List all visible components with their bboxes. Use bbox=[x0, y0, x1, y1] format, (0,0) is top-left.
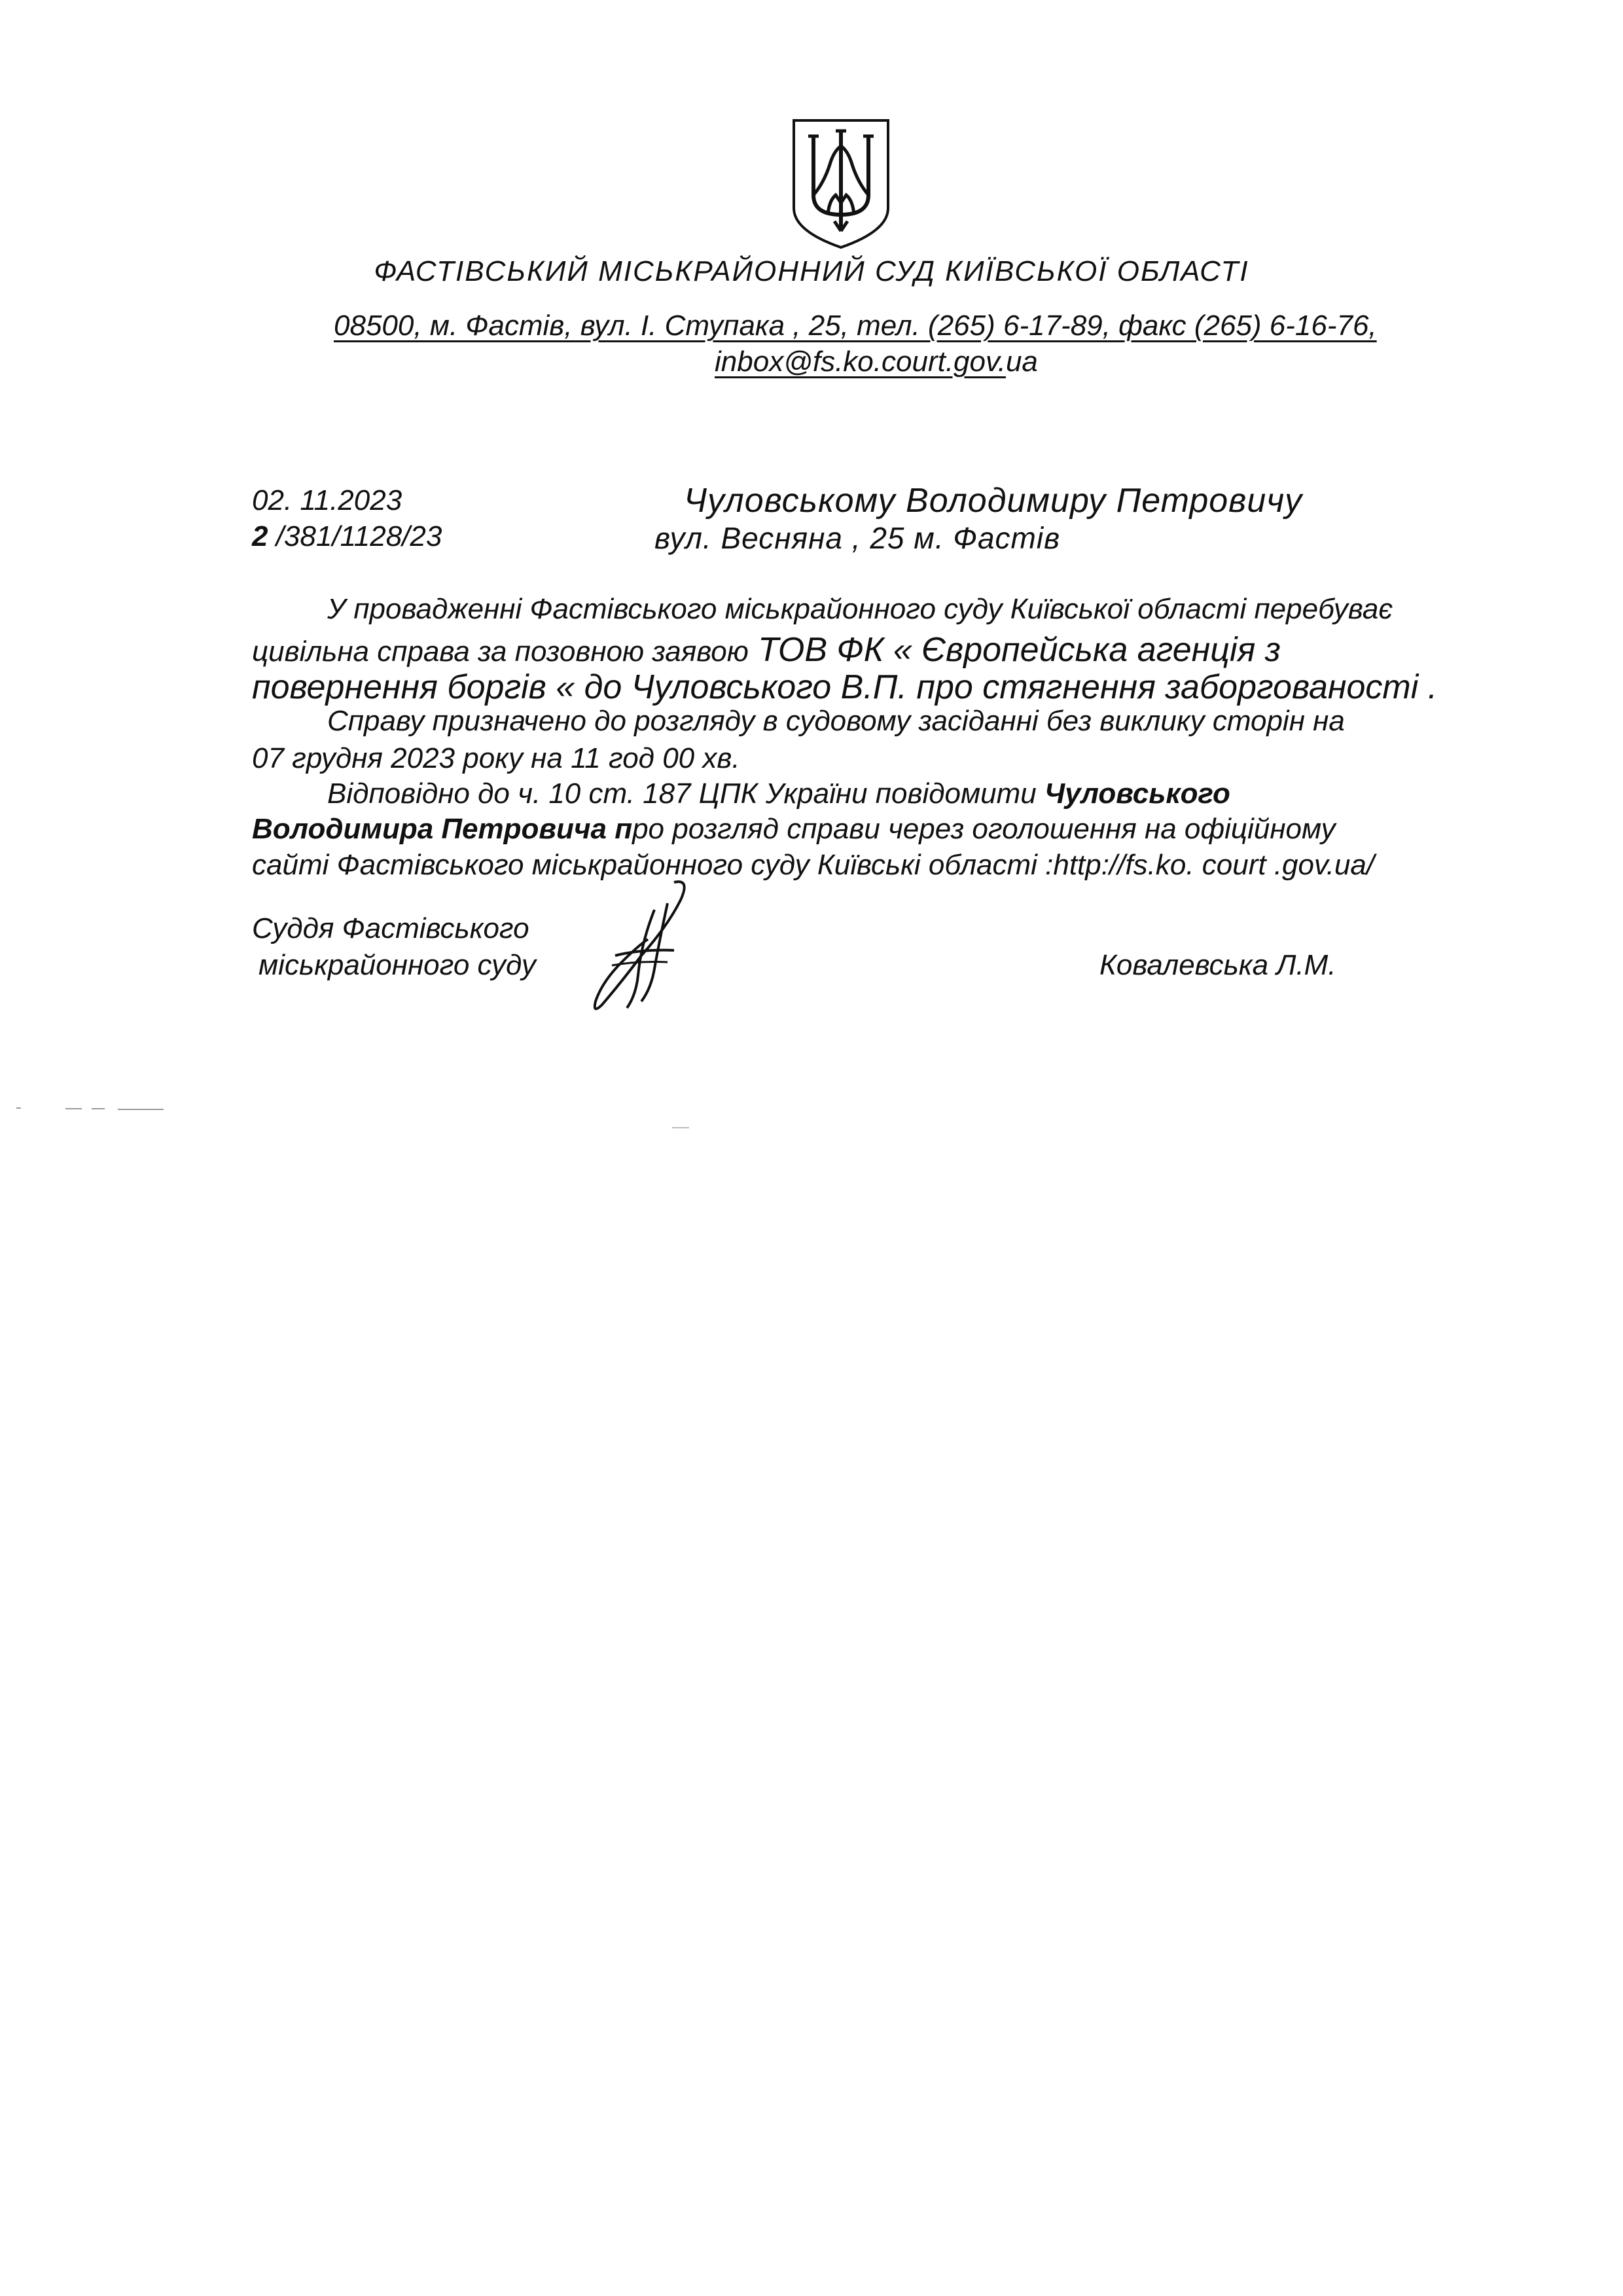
document-date: 02. 11.2023 bbox=[252, 484, 402, 516]
court-email-link[interactable]: inbox@fs.ko.court.gov. bbox=[715, 346, 1006, 378]
body-line-4: Справу призначено до розгляду в судовому засіданні без виклику сторін на bbox=[327, 705, 1345, 737]
document-number-prefix: 2 bbox=[252, 520, 268, 552]
body-line-1: У провадженні Фастівського міськрайонного суду Київської області перебуває bbox=[327, 593, 1393, 625]
document-number-rest: /381/1128/23 bbox=[268, 520, 442, 552]
body-line-2-b: ТОВ ФК « Європейська агенція з bbox=[748, 631, 1281, 669]
body-line-6-b: Чуловського bbox=[1044, 778, 1230, 810]
document-number bbox=[252, 520, 442, 553]
court-address: 08500, м. Фастів, вул. І. Ступака , 25, тел. (265) 6-17-89, факс (265) 6-16-76, bbox=[334, 310, 1377, 342]
handwritten-signature-icon bbox=[576, 877, 707, 1014]
scan-artifact bbox=[671, 1126, 690, 1130]
body-line-2-a: цивільна справа за позовною заявою bbox=[252, 636, 749, 668]
body-line-6-a: Відповідно до ч. 10 ст. 187 ЦПК України повідомити bbox=[327, 778, 1045, 810]
scan-artifact bbox=[13, 1106, 177, 1111]
body-line-7-b: ро розгляд справи через оголошення на офіційному bbox=[632, 813, 1336, 845]
body-line-2 bbox=[252, 630, 1281, 670]
judge-title-line-2: міськрайонного суду bbox=[259, 949, 536, 981]
body-line-7 bbox=[252, 813, 1336, 846]
trident-emblem-icon bbox=[789, 117, 893, 251]
body-line-7-a: Володимира Петровича п bbox=[252, 813, 633, 845]
body-line-3: повернення боргів « до Чуловського В.П. про стягнення заборгованості . bbox=[252, 668, 1438, 706]
body-line-5: 07 грудня 2023 року на 11 год 00 хв. bbox=[252, 742, 740, 774]
court-email[interactable] bbox=[715, 346, 1038, 378]
court-email-tail: ua bbox=[1005, 346, 1038, 378]
court-name: ФАСТІВСЬКИЙ МІСЬКРАЙОННИЙ СУД КИЇВСЬКОЇ ОБЛАСТІ bbox=[374, 255, 1249, 287]
judge-name: Ковалевська Л.М. bbox=[1099, 949, 1336, 981]
judge-title-line-1: Суддя Фастівського bbox=[252, 912, 529, 944]
body-line-8: сайті Фастівського міськрайонного суду Київські області :http://fs.ko. court .gov.ua/ bbox=[252, 849, 1375, 881]
recipient-address: вул. Весняна , 25 м. Фастів bbox=[654, 521, 1061, 555]
body-line-6 bbox=[327, 778, 1230, 810]
recipient-name: Чуловському Володимиру Петровичу bbox=[684, 482, 1303, 520]
